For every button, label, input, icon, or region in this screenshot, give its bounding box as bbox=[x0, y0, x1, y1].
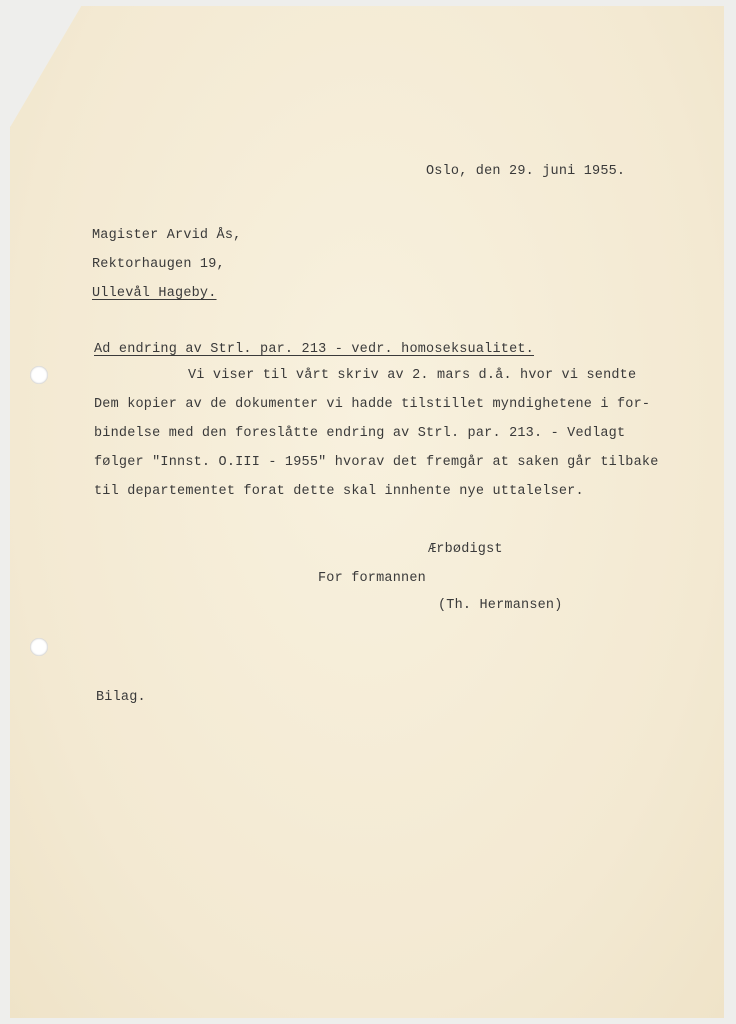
signature-name: (Th. Hermansen) bbox=[438, 598, 563, 613]
body-line: Dem kopier av de dokumenter vi hadde tilstillet myndighetene i for- bbox=[94, 397, 651, 412]
enclosure-note: Bilag. bbox=[96, 690, 146, 705]
recipient-street: Rektorhaugen 19, bbox=[92, 257, 225, 272]
recipient-name: Magister Arvid Ås, bbox=[92, 228, 242, 243]
body-line: Vi viser til vårt skriv av 2. mars d.å. hvor vi sendte bbox=[188, 368, 637, 383]
letter-paper bbox=[10, 6, 724, 1018]
letter-date: Oslo, den 29. juni 1955. bbox=[426, 164, 626, 179]
signature-for: For formannen bbox=[318, 571, 426, 586]
body-line: bindelse med den foreslåtte endring av Strl. par. 213. - Vedlagt bbox=[94, 426, 626, 441]
punch-hole-bottom bbox=[30, 638, 48, 656]
recipient-area: Ullevål Hageby. bbox=[92, 286, 217, 301]
punch-hole-top bbox=[30, 366, 48, 384]
letter-subject: Ad endring av Strl. par. 213 - vedr. homoseksualitet. bbox=[94, 342, 534, 357]
closing: Ærbødigst bbox=[428, 542, 503, 557]
body-line: til departementet forat dette skal innhente nye uttalelser. bbox=[94, 484, 584, 499]
body-line: følger "Innst. O.III - 1955" hvorav det fremgår at saken går tilbake bbox=[94, 455, 659, 470]
